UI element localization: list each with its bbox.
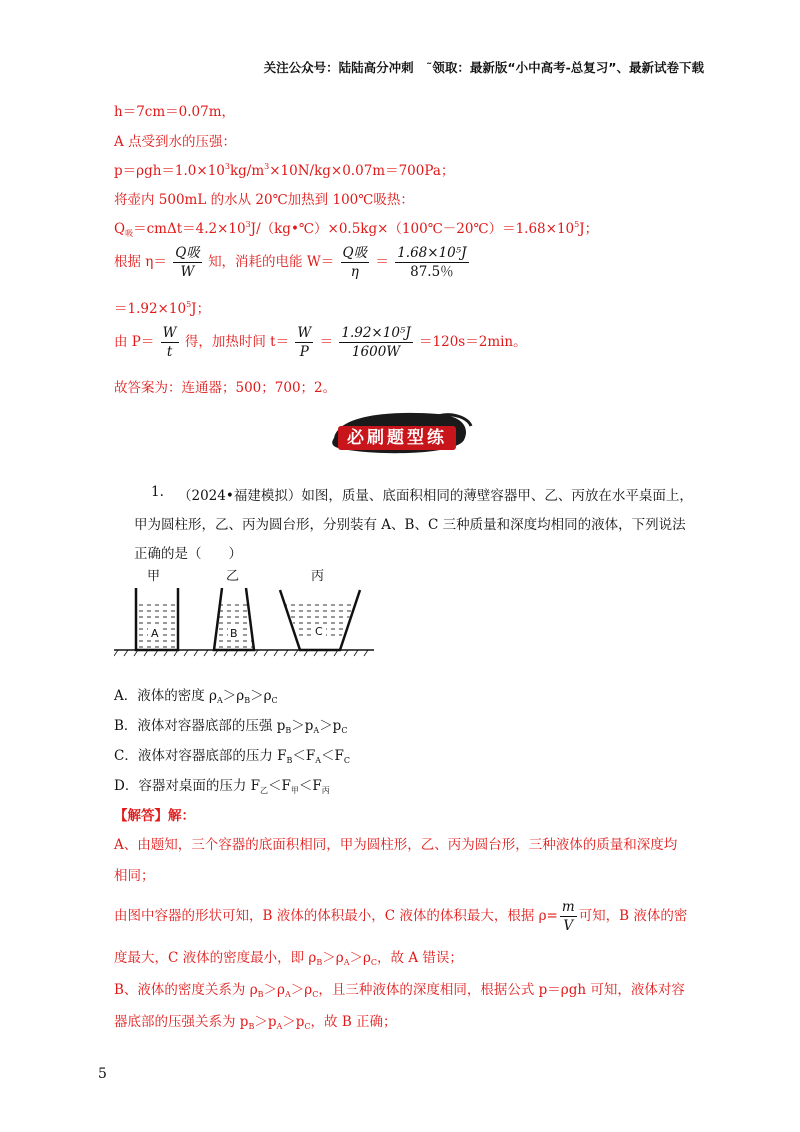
solution-line-6: 根据 η＝ $\frac{\text{Q吸}}{W}$ 知，消耗的电能 W＝ $\frac{\text{Q吸}}{\eta}$ ＝ $\frac{\text{1.68×10⁵J}}{87.5\%}$ (114, 245, 467, 280)
fraction-w-over-p: $\frac{W}{P}$ (297, 325, 312, 360)
solution-line-5: $Q_吸=cm\Delta t=4.2\times 10^3J/(kg•℃)\times 0.5kg\times(100℃-20℃)=1.68\times 10^5J$； (114, 220, 599, 238)
label-bing: 丙 (311, 569, 325, 584)
option-d: D．容器对桌面的压力 $F_乙<F_甲<F_丙$ (114, 778, 330, 795)
answer-para-3: 由图中容器的形状可知，B 液体的体积最小，C 液体的体积最大，根据 ρ= $\frac{m}{V}$ 可知，B 液体的密 (114, 899, 688, 934)
answer-label: 【解答】解： (114, 808, 195, 824)
question-line-3: 正确的是（ ） (134, 546, 242, 562)
solution-line-1: h＝7cm＝0.07m， (114, 104, 236, 120)
containers-figure (114, 566, 374, 666)
fraction-energy-over-efficiency: $\frac{\text{1.68×10⁵J}}{87.5\%}$ (397, 245, 467, 280)
container-bing (280, 590, 360, 650)
liquid-c-label: C (315, 625, 323, 638)
must-practice-badge (328, 408, 473, 456)
solution-line-2: A 点受到水的压强： (114, 134, 237, 150)
solution-line-9: 故答案为：连通器；500；700；2。 (114, 380, 337, 396)
answer-para-1: A、由题知，三个容器的底面积相同，甲为圆柱形，乙、丙为圆台形，三种液体的质量和深度均 (114, 837, 678, 853)
option-a: A．液体的密度 $\rho_A>\rho_B>\rho_C$ (114, 688, 278, 705)
page-header: 关注公众号：陆陆高分冲刺 ˜领取：最新版“小中高考-总复习”、最新试卷下载 (263, 60, 704, 75)
solution-line-3: $p=\rho gh=1.0\times 10^3kg/m^3\times 10N/kg\times 0.07m=700Pa$； (114, 162, 455, 179)
question-line-2: 甲为圆柱形，乙、丙为圆台形，分别装有 A、B、C 三种质量和深度均相同的液体，下列说法 (134, 517, 686, 533)
label-yi: 乙 (226, 569, 240, 584)
answer-para-5: B、液体的密度关系为 $\rho_B>\rho_A>\rho_C$，且三种液体的深度相同，根据公式 p＝ρgh 可知，液体对容 (114, 982, 685, 999)
solution-line-4: 将壶内 500mL 的水从 20℃加热到 100℃吸热： (114, 192, 414, 208)
liquid-a-label: A (151, 627, 159, 640)
container-yi (214, 588, 254, 650)
question-line-1: （2024•福建模拟）如图，质量、底面积相同的薄壁容器甲、乙、丙放在水平桌面上， (178, 488, 693, 504)
solution-line-7: $=1.92\times 10^5J$； (114, 300, 211, 317)
fraction-m-over-v: $\frac{m}{V}$ (561, 899, 575, 934)
answer-para-6: 器底部的压强关系为 $p_B>p_A>p_C$，故 B 正确； (114, 1014, 397, 1031)
fraction-q-over-eta: $\frac{\text{Q吸}}{\eta}$ (342, 245, 368, 280)
option-c: C．液体对容器底部的压力 $F_B<F_A<F_C$ (114, 748, 351, 765)
question-number: 1. (151, 484, 164, 500)
solution-line-8: 由 P＝ $\frac{W}{t}$ 得，加热时间 t＝ $\frac{W}{P}$ ＝ $\frac{\text{1.92×10⁵J}}{1600W}$ ＝120s＝2min。 (114, 325, 527, 360)
page-number: 5 (98, 1066, 107, 1082)
badge-text: 必刷题型练 (347, 428, 447, 448)
label-jia: 甲 (147, 569, 161, 584)
answer-para-4: 度最大，C 液体的密度最小，即 $\rho_B>\rho_A>\rho_C$，故 A 错误； (114, 950, 463, 967)
fraction-w-over-t: $\frac{W}{t}$ (162, 325, 177, 360)
container-jia (136, 588, 178, 650)
liquid-b-label: B (230, 627, 238, 640)
fraction-energy-over-power: $\frac{\text{1.92×10⁵J}}{1600W}$ (341, 325, 411, 360)
option-b: B．液体对容器底部的压强 $p_B>p_A>p_C$ (114, 718, 348, 735)
answer-para-2: 相同； (114, 868, 155, 884)
fraction-q-over-w: $\frac{\text{Q吸}}{W}$ (175, 245, 200, 280)
